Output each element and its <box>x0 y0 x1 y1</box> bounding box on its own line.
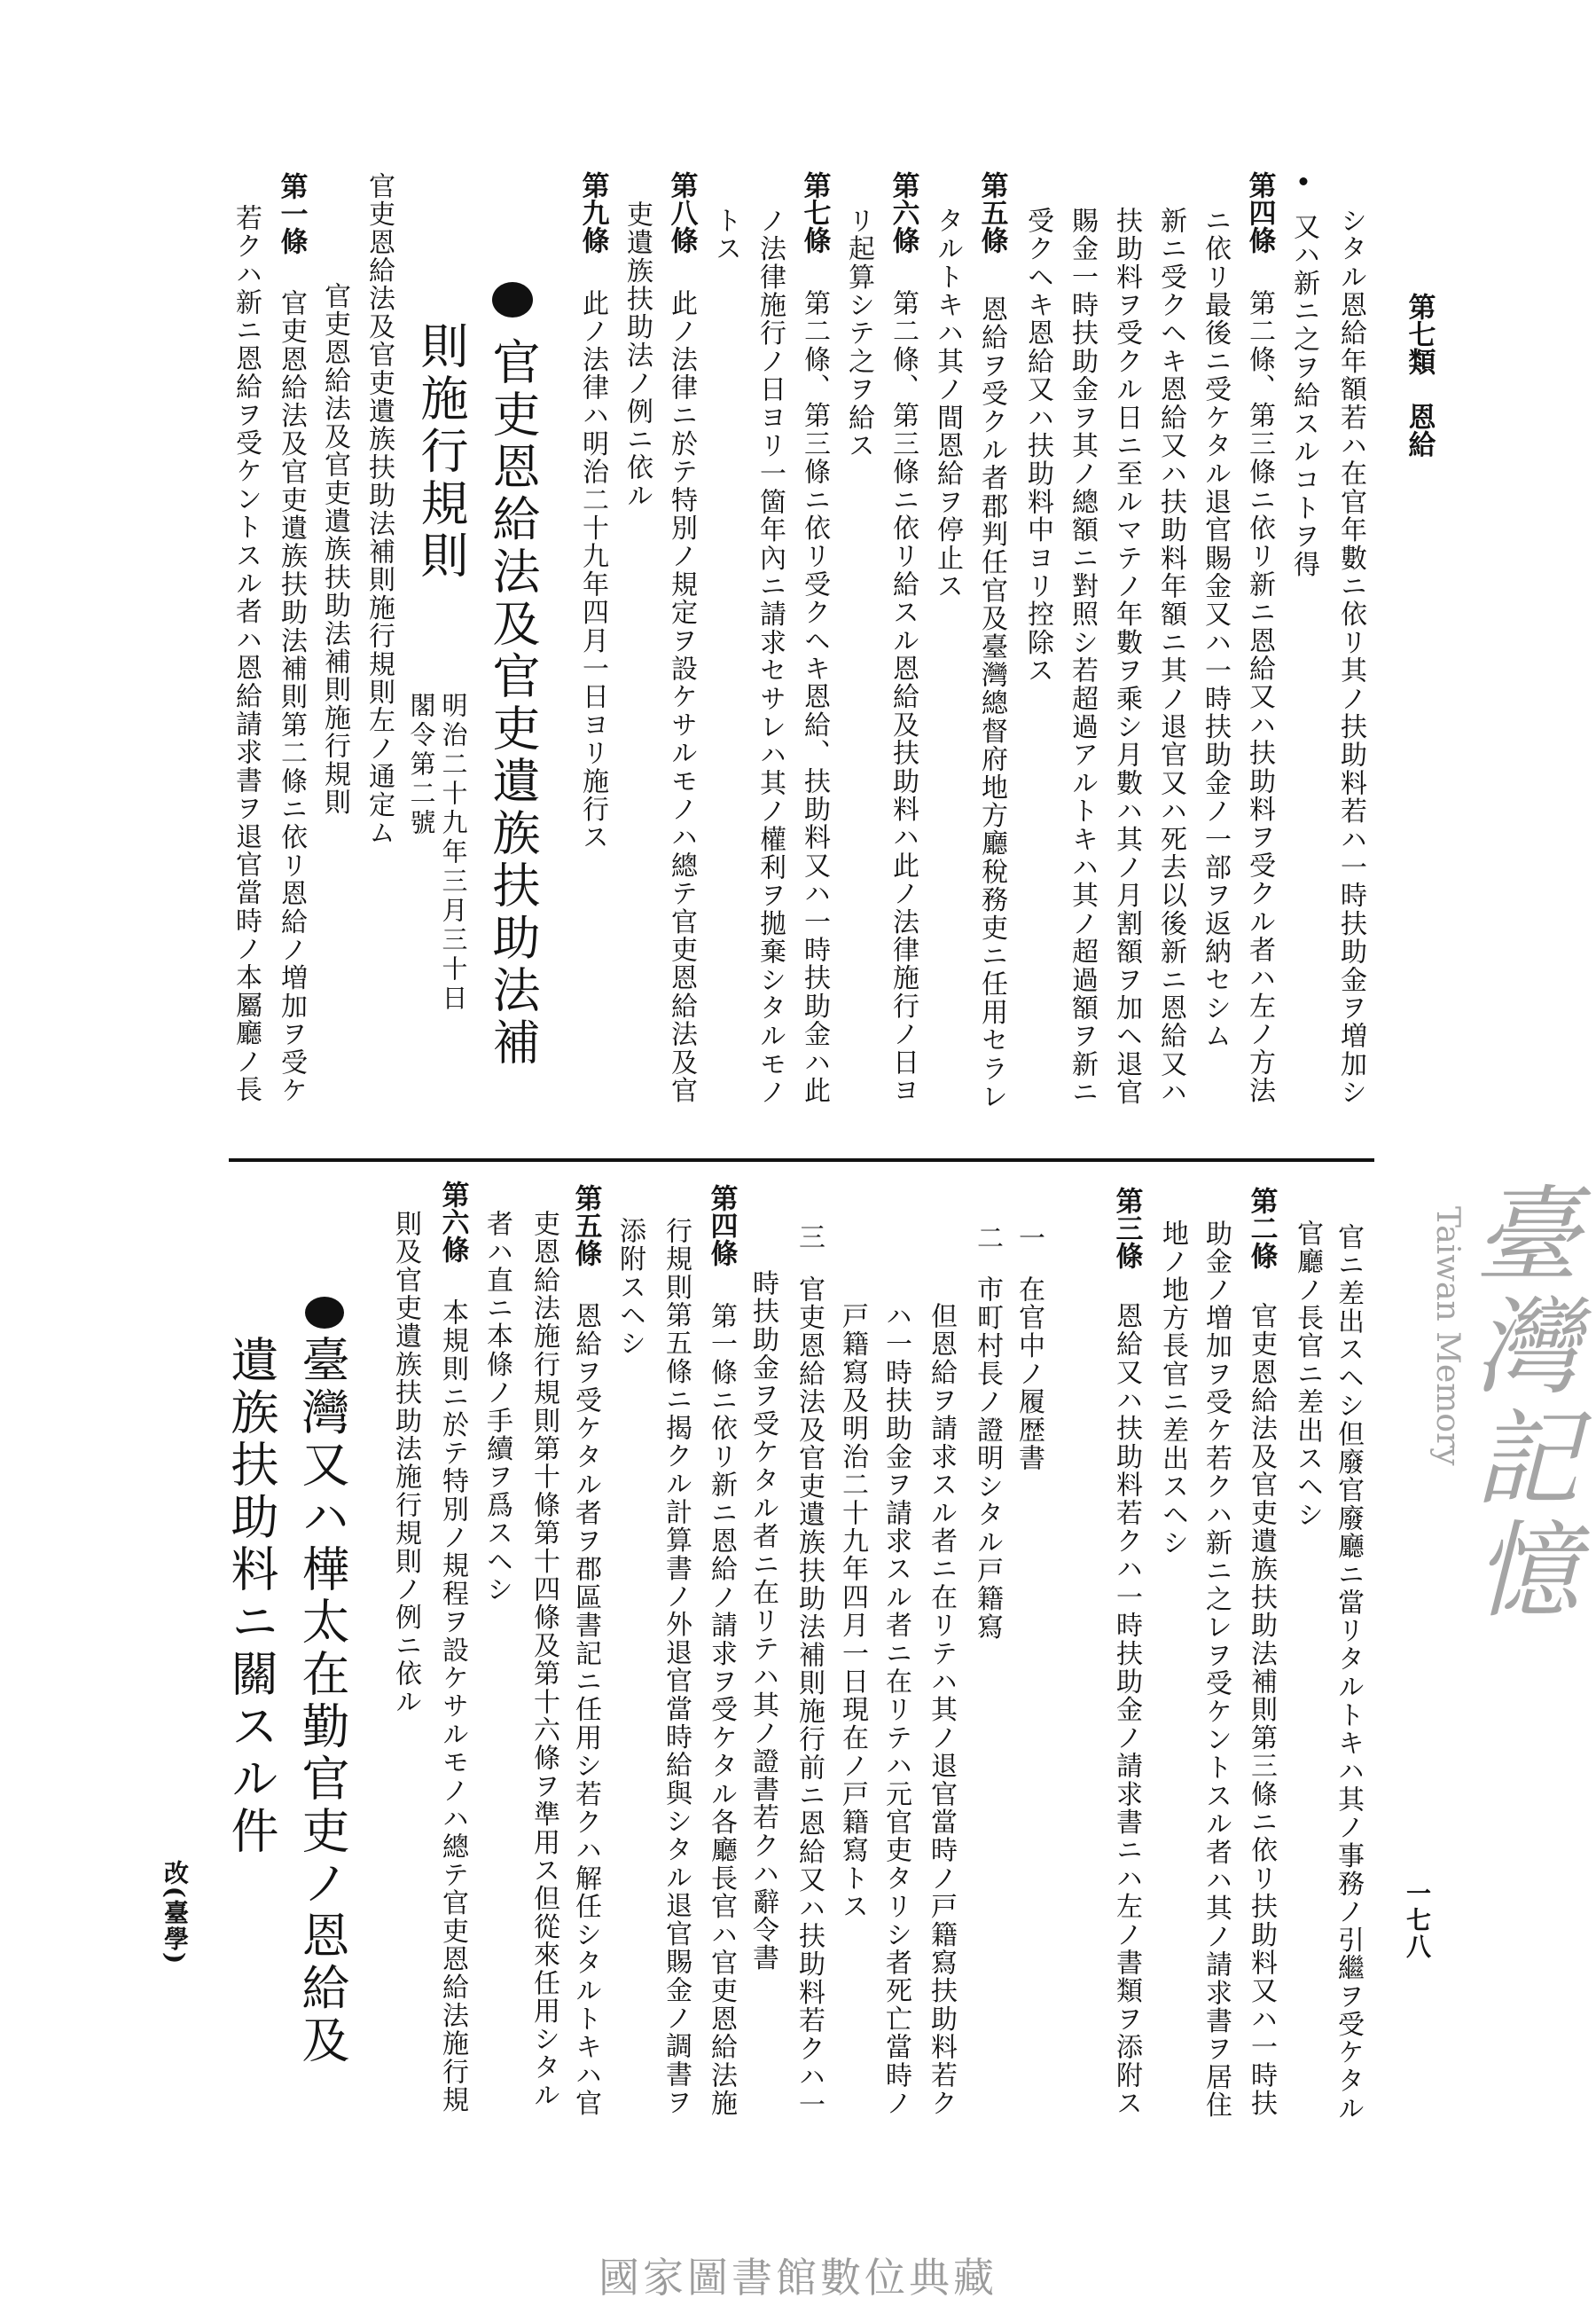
watermark-logo: 臺灣記憶 <box>1457 1180 1579 1627</box>
text-column: 扶助料ヲ受クル日ニ至ルマテノ年數ヲ乘シ月數ハ其ノ月割額ヲ加ヘ退官 <box>1111 207 1142 1107</box>
section-title-line: 官吏恩給法及官吏遺族扶助法補 <box>485 337 541 1070</box>
text-column: 吏遺族扶助法ノ例ニ依ル <box>622 200 653 510</box>
text-column: 此ノ法律ハ明治二十九年四月一日ヨリ施行ス <box>577 289 608 851</box>
text-column: 官ニ差出スヘシ但廢官廢廳ニ當リタルトキハ其ノ事務ノ引繼ヲ受ケタル <box>1333 1223 1364 2123</box>
list-item: 市町村長ノ證明シタル戸籍寫 <box>972 1275 1003 1642</box>
text-column: 若クハ新ニ恩給ヲ受ケントスル者ハ恩給請求書ヲ退官當時ノ本屬廳ノ長 <box>231 204 262 1104</box>
item-marker: 三 <box>794 1223 825 1250</box>
source-footnote: 改(臺學) <box>160 1860 190 1965</box>
chapter-header: 第七類 恩給 <box>1403 293 1436 458</box>
article-heading: 第六條 <box>887 171 919 254</box>
text-column: 本規則ニ於テ特別ノ規程ヲ設ケサルモノハ總テ官吏恩給法施行規 <box>437 1298 468 2114</box>
text-column: 又ハ新ニ之ヲ給スルコトヲ得 <box>1288 213 1319 579</box>
text-column: 者ハ直ニ本條ノ手續ヲ爲スヘシ <box>481 1210 512 1604</box>
text-column: ノ法律施行ノ日ヨリ一箇年內ニ請求セサレハ其ノ權利ヲ拋棄シタルモノ <box>755 207 786 1107</box>
text-column: 助金ノ増加ヲ受ケ若クハ新ニ之レヲ受ケントスル者ハ其ノ請求書ヲ居住 <box>1201 1220 1232 2120</box>
article-heading: 第二條 <box>1245 1187 1278 1269</box>
text-column: シタル恩給年額若ハ在官年數ニ依リ其ノ扶助料若ハ一時扶助金ヲ増加シ <box>1335 207 1366 1107</box>
article-heading: 第六條 <box>436 1180 469 1263</box>
text-column: 第二條、第三條ニ依リ受クヘキ恩給、扶助料又ハ一時扶助金ハ此 <box>799 289 830 1105</box>
article-heading: 第三條 <box>1110 1187 1143 1269</box>
article-heading: 第一條 <box>275 172 308 255</box>
bullet-dot-icon <box>1300 177 1308 185</box>
text-column: 此ノ法律ニ於テ特別ノ規定ヲ設ケサルモノハ總テ官吏恩給法及官 <box>666 289 697 1105</box>
promulgation-date: 明治二十九年三月三十日 <box>438 692 469 1014</box>
text-column: 但恩給ヲ請求スル者ニ在リテハ其ノ退官當時ノ戸籍寫扶助料若ク <box>926 1302 957 2118</box>
section-title-line: 則施行規則 <box>413 321 469 583</box>
text-column: トス <box>710 207 741 263</box>
item-marker: 一 <box>1013 1224 1044 1251</box>
text-column: 地ノ地方長官ニ差出スヘシ <box>1157 1220 1188 1557</box>
text-column: 恩給ヲ受クル者郡判任官及臺灣總督府地方廳稅務吏ニ任用セラレ <box>976 295 1007 1111</box>
section-divider <box>229 1158 1374 1162</box>
section-title-line: 臺灣又ハ樺太在勤官吏ノ恩給及 <box>294 1335 350 2067</box>
text-column: タルトキハ其ノ間恩給ヲ停止ス <box>932 207 963 600</box>
text-column: 戸籍寫及明治二十九年四月一日現在ノ戸籍寫トス <box>837 1302 868 1921</box>
text-column: ハ一時扶助金ヲ請求スル者ニ在リテハ元官吏タリシ者死亡當時ノ <box>880 1302 911 2118</box>
text-column: 官吏恩給法及官吏遺族扶助法補則施行規則 <box>319 282 350 817</box>
article-heading: 第四條 <box>705 1184 738 1267</box>
text-column: 第二條、第三條ニ依リ給スル恩給及扶助料ハ此ノ法律施行ノ日ヨ <box>888 289 919 1105</box>
title-bullet-icon <box>492 282 533 318</box>
text-column: ニ依リ最後ニ受ケタル退官賜金又ハ一時扶助金ノ一部ヲ返納セシム <box>1200 207 1231 1050</box>
text-column: 吏恩給法施行規則第十條第十四條及第十六條ヲ準用ス但從來任用シタル <box>528 1210 559 2110</box>
text-column: 賜金一時扶助金ヲ其ノ總額ニ對照シ若超過アルトキハ其ノ超過額ヲ新ニ <box>1067 207 1098 1107</box>
list-item: 官吏恩給法及官吏遺族扶助法補則施行前ニ恩給又ハ扶助料若クハ一 <box>794 1275 825 2119</box>
text-column: 官廳ノ長官ニ差出スヘシ <box>1292 1220 1323 1529</box>
text-column: 第一條ニ依リ新ニ恩給ノ請求ヲ受ケタル各廳長官ハ官吏恩給法施 <box>706 1302 737 2118</box>
article-heading: 第四條 <box>1243 171 1276 254</box>
text-column: 時扶助金ヲ受ケタル者ニ在リテハ其ノ證書若クハ辭令書 <box>747 1269 778 1973</box>
archive-footer: 國家圖書館數位典藏 <box>598 2254 998 2302</box>
text-column: 官吏恩給法及官吏遺族扶助法補則施行規則左ノ通定ム <box>364 172 395 847</box>
text-column: 行規則第五條ニ揭クル計算書ノ外退官當時給與シタル退官賜金ノ調書ヲ <box>661 1217 692 2117</box>
title-bullet-icon <box>305 1297 344 1329</box>
text-column: 受クヘキ恩給又ハ扶助料中ヨリ控除ス <box>1022 207 1053 685</box>
section-title-line: 遺族扶助料ニ關スル件 <box>223 1335 279 1858</box>
page-number: 一七八 <box>1403 1880 1432 1960</box>
watermark-subtitle: Taiwan Memory <box>1429 1206 1466 1466</box>
ordinance-number: 閣令第二號 <box>406 692 437 838</box>
article-heading: 第五條 <box>569 1184 602 1267</box>
text-column: 恩給又ハ扶助料若クハ一時扶助金ノ請求書ニハ左ノ書類ヲ添附ス <box>1111 1302 1142 2118</box>
text-column: 官吏恩給法及官吏遺族扶助法補則第二條ニ依リ恩給ノ増加ヲ受ケ <box>276 289 307 1105</box>
text-column: リ起算シテ之ヲ給ス <box>843 207 874 460</box>
article-heading: 第五條 <box>975 171 1008 254</box>
text-column: 添附スヘシ <box>614 1217 645 1358</box>
item-marker: 二 <box>972 1224 1003 1251</box>
list-item: 在官中ノ履歴書 <box>1013 1275 1044 1472</box>
text-column: 第二條、第三條ニ依リ新ニ恩給又ハ扶助料ヲ受クル者ハ左ノ方法 <box>1244 289 1275 1105</box>
article-heading: 第八條 <box>665 171 698 254</box>
text-column: 新ニ受クヘキ恩給又ハ扶助料年額ニ其ノ退官又ハ死去以後新ニ恩給又ハ <box>1155 207 1186 1107</box>
article-heading: 第九條 <box>576 171 609 254</box>
text-column: 則及官吏遺族扶助法施行規則ノ例ニ依ル <box>390 1210 421 1716</box>
article-heading: 第七條 <box>798 171 831 254</box>
text-column: 恩給ヲ受ケタル者ヲ郡區書記ニ任用シ若クハ解任シタルトキハ官 <box>570 1302 601 2118</box>
text-column: 官吏恩給法及官吏遺族扶助法補則第三條ニ依リ扶助料又ハ一時扶 <box>1246 1302 1277 2118</box>
